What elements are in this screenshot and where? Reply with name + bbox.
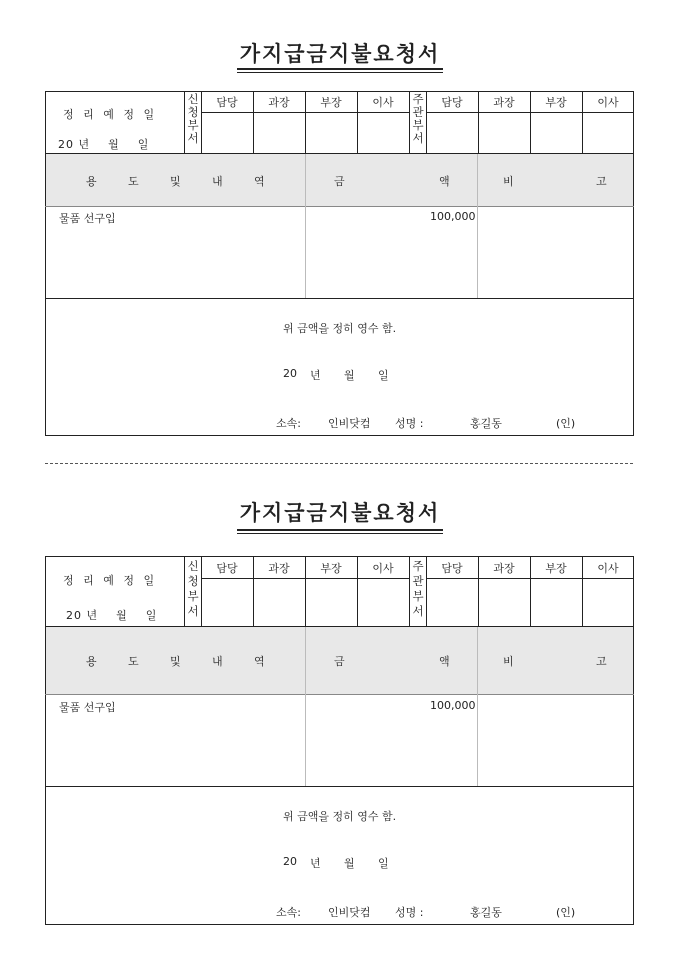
header-usage-char: 및 — [170, 175, 181, 188]
header-remarks: 비 — [503, 655, 514, 668]
affiliation-value: 인비닷컴 — [328, 906, 371, 919]
role-label: 과장 — [493, 96, 515, 109]
header-usage-char: 및 — [170, 655, 181, 668]
header-amount-char: 액 — [439, 175, 450, 188]
applicant-dept-label: 신 청 부 서 — [187, 92, 199, 145]
receipt-day: 일 — [378, 369, 389, 382]
name-value: 홍길동 — [470, 417, 502, 430]
item-amount: 100,000 — [430, 699, 476, 712]
role-label: 과장 — [493, 561, 515, 575]
role-label: 부장 — [320, 96, 342, 109]
affiliation-label: 소속: — [276, 417, 301, 430]
header-amount: 금 — [334, 175, 345, 188]
settlement-date-value: 20 년 월 일 — [58, 138, 150, 151]
header-usage-char: 내 — [212, 655, 223, 668]
receipt-year: 년 — [310, 369, 321, 382]
role-label: 담당 — [216, 561, 238, 575]
role-label: 담당 — [441, 96, 463, 109]
role-label: 이사 — [372, 561, 394, 575]
header-usage: 용 — [86, 175, 97, 188]
settlement-date-label: 정 리 예 정 일 — [63, 108, 158, 121]
receipt-month: 월 — [344, 857, 355, 870]
header-amount: 금 — [334, 655, 345, 668]
settlement-date-label: 정 리 예 정 일 — [63, 574, 158, 587]
affiliation-label: 소속: — [276, 906, 301, 919]
receipt-text: 위 금액을 정히 영수 함. — [283, 810, 397, 823]
header-usage-char: 도 — [128, 175, 139, 188]
item-amount: 100,000 — [430, 210, 476, 223]
header-usage-char: 도 — [128, 655, 139, 668]
supervising-dept-label: 주 관 부 서 — [412, 559, 424, 618]
receipt-day: 일 — [378, 857, 389, 870]
header-remarks-char: 고 — [596, 175, 607, 188]
affiliation-value: 인비닷컴 — [328, 417, 371, 430]
role-label: 부장 — [545, 561, 567, 575]
header-remarks-char: 고 — [596, 655, 607, 668]
role-label: 담당 — [441, 561, 463, 575]
item-description: 물품 선구입 — [59, 701, 116, 714]
header-usage-char: 역 — [254, 175, 265, 188]
role-label: 이사 — [372, 96, 394, 109]
seal-mark: (인) — [556, 417, 576, 430]
title-underline — [237, 68, 443, 73]
settlement-date-value: 20 년 월 일 — [66, 609, 158, 622]
role-label: 이사 — [597, 561, 619, 575]
role-label: 부장 — [320, 561, 342, 575]
receipt-text: 위 금액을 정히 영수 함. — [283, 322, 397, 335]
header-usage-char: 역 — [254, 655, 265, 668]
supervising-dept-label: 주 관 부 서 — [412, 92, 424, 145]
role-label: 과장 — [268, 561, 290, 575]
receipt-year: 년 — [310, 857, 321, 870]
role-label: 과장 — [268, 96, 290, 109]
header-remarks: 비 — [503, 175, 514, 188]
role-label: 부장 — [545, 96, 567, 109]
header-usage: 용 — [86, 655, 97, 668]
seal-mark: (인) — [556, 906, 576, 919]
name-value: 홍길동 — [470, 906, 502, 919]
receipt-year-prefix: 20 — [283, 367, 297, 380]
applicant-dept-label: 신 청 부 서 — [187, 559, 199, 618]
form-title: 가지급금지불요청서 — [239, 501, 441, 525]
name-label: 성명 : — [395, 417, 424, 430]
item-description: 물품 선구입 — [59, 212, 116, 225]
form-title: 가지급금지불요청서 — [239, 42, 441, 66]
title-underline — [237, 529, 443, 534]
receipt-year-prefix: 20 — [283, 855, 297, 868]
header-amount-char: 액 — [439, 655, 450, 668]
role-label: 담당 — [216, 96, 238, 109]
role-label: 이사 — [597, 96, 619, 109]
cut-line — [45, 463, 633, 464]
name-label: 성명 : — [395, 906, 424, 919]
header-usage-char: 내 — [212, 175, 223, 188]
receipt-month: 월 — [344, 369, 355, 382]
